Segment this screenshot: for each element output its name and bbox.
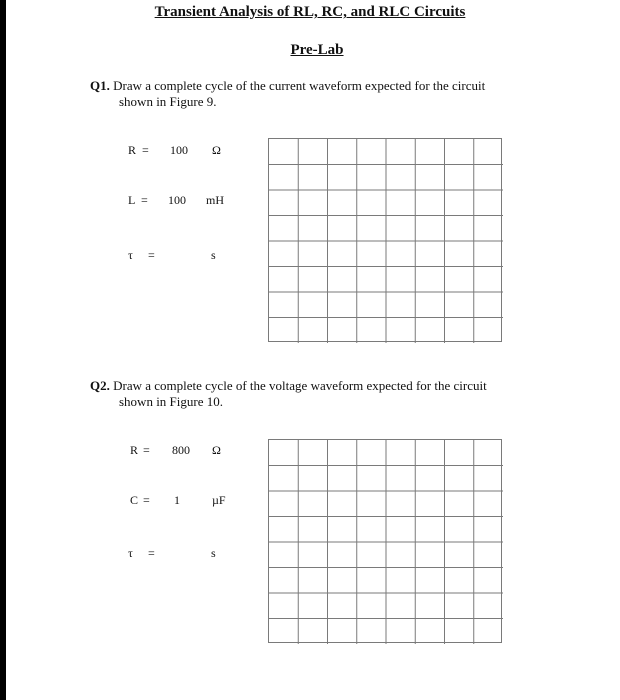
q1-resistance-unit: Ω	[212, 143, 221, 157]
question-1-text-line2: shown in Figure 9.	[119, 94, 217, 109]
q1-resistance-symbol: R	[128, 143, 137, 157]
question-2-text-line1: Draw a complete cycle of the voltage waveform expected for the circuit	[113, 378, 487, 393]
q2-capacitance-eq: =	[143, 493, 150, 507]
question-1-text-line1: Draw a complete cycle of the current waveform expected for the circuit	[113, 78, 486, 93]
q2-tau-eq: =	[148, 546, 155, 560]
question-2-text-line2: shown in Figure 10.	[119, 394, 223, 409]
q1-tau-symbol: τ	[128, 248, 133, 262]
question-2-number: Q2.	[90, 378, 110, 393]
q1-resistance-value: 100	[170, 143, 188, 157]
q1-inductance-eq: =	[141, 193, 148, 207]
question-1-number: Q1.	[90, 78, 110, 93]
q1-tau-unit: s	[211, 248, 216, 262]
q1-grid-lines	[269, 139, 503, 343]
question-2	[90, 378, 560, 410]
question-1	[90, 78, 560, 110]
q2-resistance-unit: Ω	[212, 443, 221, 457]
left-border	[0, 0, 6, 700]
q2-resistance-value: 800	[172, 443, 190, 457]
q2-tau-unit: s	[211, 546, 216, 560]
q2-resistance-eq: =	[143, 443, 150, 457]
q2-capacitance-symbol: C	[130, 493, 139, 507]
q1-inductance-symbol: L	[128, 193, 136, 207]
q1-graph-grid[interactable]	[268, 138, 502, 342]
page-title: Transient Analysis of RL, RC, and RLC Circuits	[154, 4, 466, 20]
q2-resistance-symbol: R	[130, 443, 139, 457]
q2-capacitance-value: 1	[174, 493, 180, 507]
q2-tau-symbol: τ	[128, 546, 133, 560]
q2-graph-grid[interactable]	[268, 439, 502, 643]
q2-grid-lines	[269, 440, 503, 644]
q1-inductance-unit: mH	[206, 193, 224, 207]
q1-resistance-eq: =	[142, 143, 149, 157]
q1-inductance-value: 100	[168, 193, 186, 207]
page-subtitle: Pre-Lab	[290, 42, 344, 58]
q2-capacitance-unit: µF	[212, 493, 226, 507]
q1-tau-eq: =	[148, 248, 155, 262]
